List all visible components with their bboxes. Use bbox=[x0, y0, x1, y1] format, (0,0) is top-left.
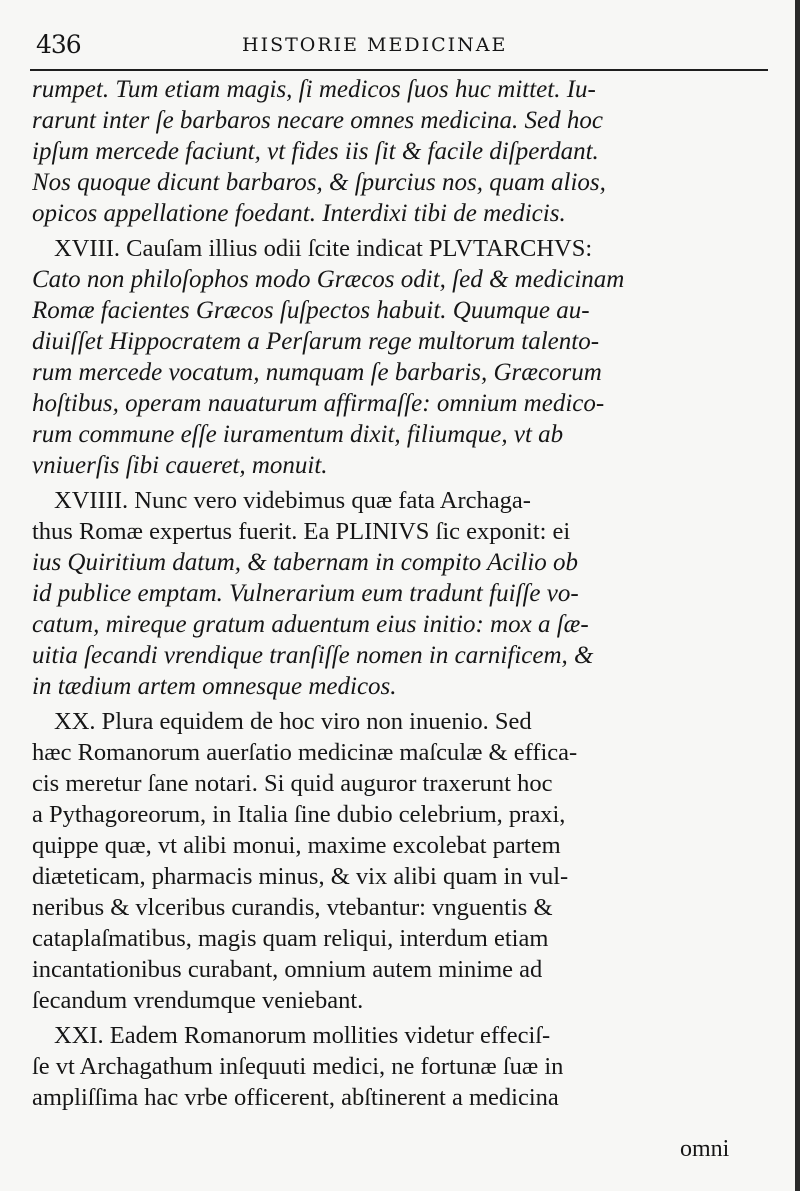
text-line: cis meretur ſane notari. Si quid auguror traxerunt hoc bbox=[32, 770, 553, 797]
header-rule bbox=[30, 69, 768, 71]
text-line: cataplaſmatibus, magis quam reliqui, interdum etiam bbox=[32, 925, 549, 952]
running-head: HISTORIE MEDICINAE bbox=[242, 34, 508, 56]
text-line: diæteticam, pharmacis minus, & vix alibi quam in vul- bbox=[32, 863, 569, 890]
text-line: catum, mireque gratum aduentum eius initio: mox a ſæ- bbox=[32, 611, 589, 638]
text-line: ius Quiritium datum, & tabernam in compito Acilio ob bbox=[32, 549, 579, 576]
text-line: thus Romæ expertus fuerit. Ea PLINIVS ſic exponit: ei bbox=[32, 518, 571, 545]
body-text bbox=[32, 74, 768, 1113]
text-line: rum commune eſſe iuramentum dixit, filiumque, vt ab bbox=[32, 421, 564, 448]
text-line: diuiſſet Hippocratem a Perſarum rege multorum talento- bbox=[32, 328, 600, 355]
text-line: opicos appellatione foedant. Interdixi tibi de medicis. bbox=[32, 200, 566, 227]
text-line: id publice emptam. Vulnerarium eum tradunt fuiſſe vo- bbox=[32, 580, 579, 607]
page-header bbox=[36, 30, 766, 64]
section-heading-line: XXI. Eadem Romanorum mollities videtur effeciſ- bbox=[54, 1022, 551, 1049]
text-line: quippe quæ, vt alibi monui, maxime excolebat partem bbox=[32, 832, 561, 859]
text-line: vniuerſis ſibi caueret, monuit. bbox=[32, 452, 328, 479]
section-heading-line: XVIII. Cauſam illius odii ſcite indicat PLVTARCHVS: bbox=[54, 235, 593, 262]
text-line: ſe vt Archagathum inſequuti medici, ne fortunæ ſuæ in bbox=[32, 1053, 564, 1080]
text-line: Cato non philoſophos modo Græcos odit, ſed & medicinam bbox=[32, 266, 625, 293]
text-line: incantationibus curabant, omnium autem minime ad bbox=[32, 956, 543, 983]
catchword: omni bbox=[680, 1136, 730, 1162]
page-edge-shadow bbox=[795, 0, 800, 1191]
text-line: rumpet. Tum etiam magis, ſi medicos ſuos huc mittet. Iu- bbox=[32, 76, 596, 103]
text-line: ſecandum vrendumque veniebant. bbox=[32, 987, 364, 1014]
text-line: hoſtibus, operam nauaturum affirmaſſe: omnium medico- bbox=[32, 390, 605, 417]
text-line: rarunt inter ſe barbaros necare omnes medicina. Sed hoc bbox=[32, 107, 603, 134]
text-line: ipſum mercede faciunt, vt fides iis ſit & facile diſperdant. bbox=[32, 138, 599, 165]
section-heading-line: XX. Plura equidem de hoc viro non inuenio. Sed bbox=[54, 708, 532, 735]
text-line: rum mercede vocatum, numquam ſe barbaris, Græcorum bbox=[32, 359, 602, 386]
text-line: neribus & vlceribus curandis, vtebantur: vnguentis & bbox=[32, 894, 553, 921]
text-line: hæc Romanorum auerſatio medicinæ maſculæ & effica- bbox=[32, 739, 578, 766]
text-line: in tædium artem omnesque medicos. bbox=[32, 673, 397, 700]
text-line: a Pythagoreorum, in Italia ſine dubio celebrium, praxi, bbox=[32, 801, 566, 828]
page-number: 436 bbox=[36, 30, 81, 59]
text-line: Romæ facientes Græcos ſuſpectos habuit. Quumque au- bbox=[32, 297, 590, 324]
text-line: ampliſſima hac vrbe officerent, abſtinerent a medicina bbox=[32, 1084, 559, 1111]
text-line: Nos quoque dicunt barbaros, & ſpurcius nos, quam alios, bbox=[32, 169, 606, 196]
text-line: uitia ſecandi vrendique tranſiſſe nomen in carnificem, & bbox=[32, 642, 594, 669]
section-heading-line: XVIIII. Nunc vero videbimus quæ fata Archaga- bbox=[54, 487, 531, 514]
